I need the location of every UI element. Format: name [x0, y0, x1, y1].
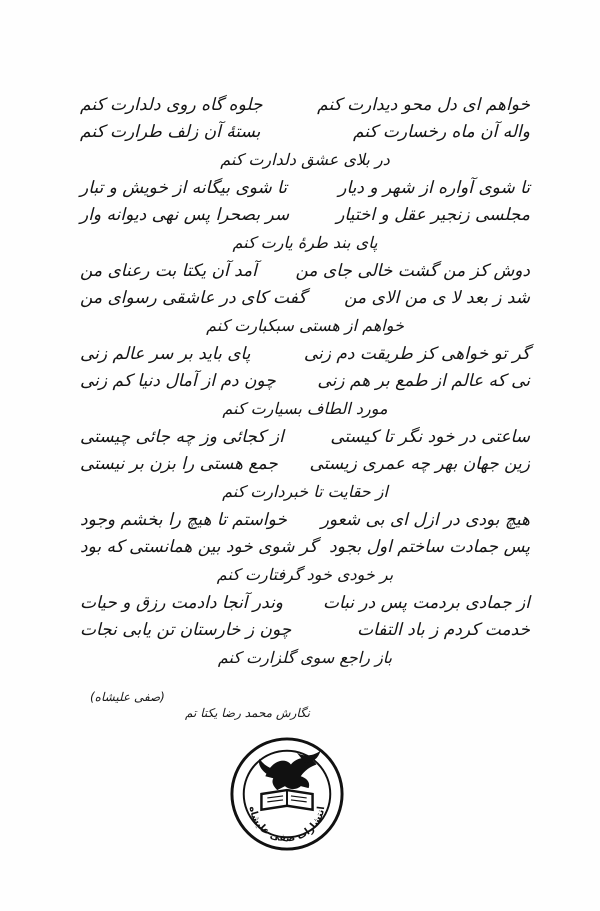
- hemistich-left: سر بصحرا پس نهی دیوانه وار: [80, 205, 290, 225]
- verse-line: [80, 424, 530, 451]
- verse-line: [80, 258, 530, 285]
- verse-line: [80, 175, 530, 202]
- hemistich-right: دوش کز من گشت خالی جای من: [295, 261, 530, 281]
- verse-line: [80, 341, 530, 368]
- hemistich-right: تا شوی آواره از شهر و دیار: [338, 178, 530, 198]
- logo-label: انتشارات صفی علیشاه: [246, 805, 328, 845]
- verse-line: [80, 534, 530, 561]
- refrain-line: از حقایت تا خبردارت کنم: [222, 482, 388, 501]
- poem-body: [80, 92, 530, 673]
- refrain-line: پای بند طرهٔ یارت کنم: [232, 233, 378, 252]
- hemistich-right: شد ز بعد لا ی من الای من: [344, 288, 530, 308]
- verse-line: [80, 368, 530, 395]
- hemistich-left: چون ز خارستان تن یابی نجات: [80, 620, 292, 640]
- hemistich-right: واله آن ماه رخسارت کنم: [352, 122, 530, 142]
- hemistich-right: پس جمادت ساختم اول بجود: [329, 537, 530, 557]
- hemistich-right: ساعتی در خود نگر تا کیستی: [330, 427, 530, 447]
- verse-line: [80, 590, 530, 617]
- verse-line: [80, 507, 530, 534]
- hemistich-left: تا شوی بیگانه از خویش و تبار: [80, 178, 288, 198]
- hemistich-left: پای باید بر سر عالم زنی: [80, 344, 251, 364]
- hemistich-left: جمع هستی را بزن بر نیستی: [80, 454, 278, 474]
- hemistich-right: از جمادی بردمت پس در نبات: [322, 593, 530, 613]
- hemistich-right: خواهم ای دل محو دیدارت کنم: [317, 95, 530, 115]
- refrain-line: خواهم از هستی سبکبارت کنم: [206, 316, 404, 335]
- verse-line: [80, 202, 530, 229]
- attribution: [90, 690, 310, 720]
- hemistich-left: چون دم از آمال دنیا کم زنی: [80, 371, 276, 391]
- hemistich-left: گفت کای در عاشقی رسوای من: [80, 288, 307, 308]
- publisher-logo: [228, 735, 346, 853]
- hemistich-right: گر تو خواهی کز طریقت دم زنی: [303, 344, 530, 364]
- hemistich-right: خدمت کردم ز باد التفات: [357, 620, 530, 640]
- hemistich-left: جلوه گاه روی دلدارت کنم: [80, 95, 263, 115]
- verse-line: [80, 119, 530, 146]
- verse-line: [80, 451, 530, 478]
- refrain-line: در بلای عشق دلدارت کنم: [220, 150, 390, 169]
- hemistich-left: از کجائی وز چه جائی چیستی: [80, 427, 284, 447]
- refrain-line: مورد الطاف بسیارت کنم: [222, 399, 388, 418]
- poet-signature: (صفی علیشاه): [90, 690, 165, 704]
- hemistich-left: آمد آن یکتا بت رعنای من: [80, 261, 257, 281]
- verse-line: [80, 285, 530, 312]
- verse-line: [80, 617, 530, 644]
- verse-line: [80, 92, 530, 119]
- calligrapher-credit: نگارش محمد رضا یکتا تم: [185, 706, 310, 720]
- refrain-line: بر خودی خود گرفتارت کنم: [216, 565, 394, 584]
- hemistich-left: گر شوی خود بین همانستی که بود: [80, 537, 318, 557]
- hemistich-right: نی که عالم از طمع بر هم زنی: [317, 371, 530, 391]
- hemistich-left: خواستم تا هیچ را بخشم وجود: [80, 510, 287, 530]
- stanza-gap: [80, 671, 530, 673]
- refrain-line: باز راجع سوی گلزارت کنم: [217, 648, 393, 667]
- hemistich-left: بستهٔ آن زلف طرارت کنم: [80, 122, 261, 142]
- hemistich-right: هیچ بودی در ازل ای بی شعور: [320, 510, 530, 530]
- hemistich-right: زین جهان بهر چه عمری زیستی: [309, 454, 530, 474]
- hemistich-right: مجلسی زنجیر عقل و اختیار: [336, 205, 530, 225]
- hemistich-left: وندر آنجا دادمت رزق و حیات: [80, 593, 284, 613]
